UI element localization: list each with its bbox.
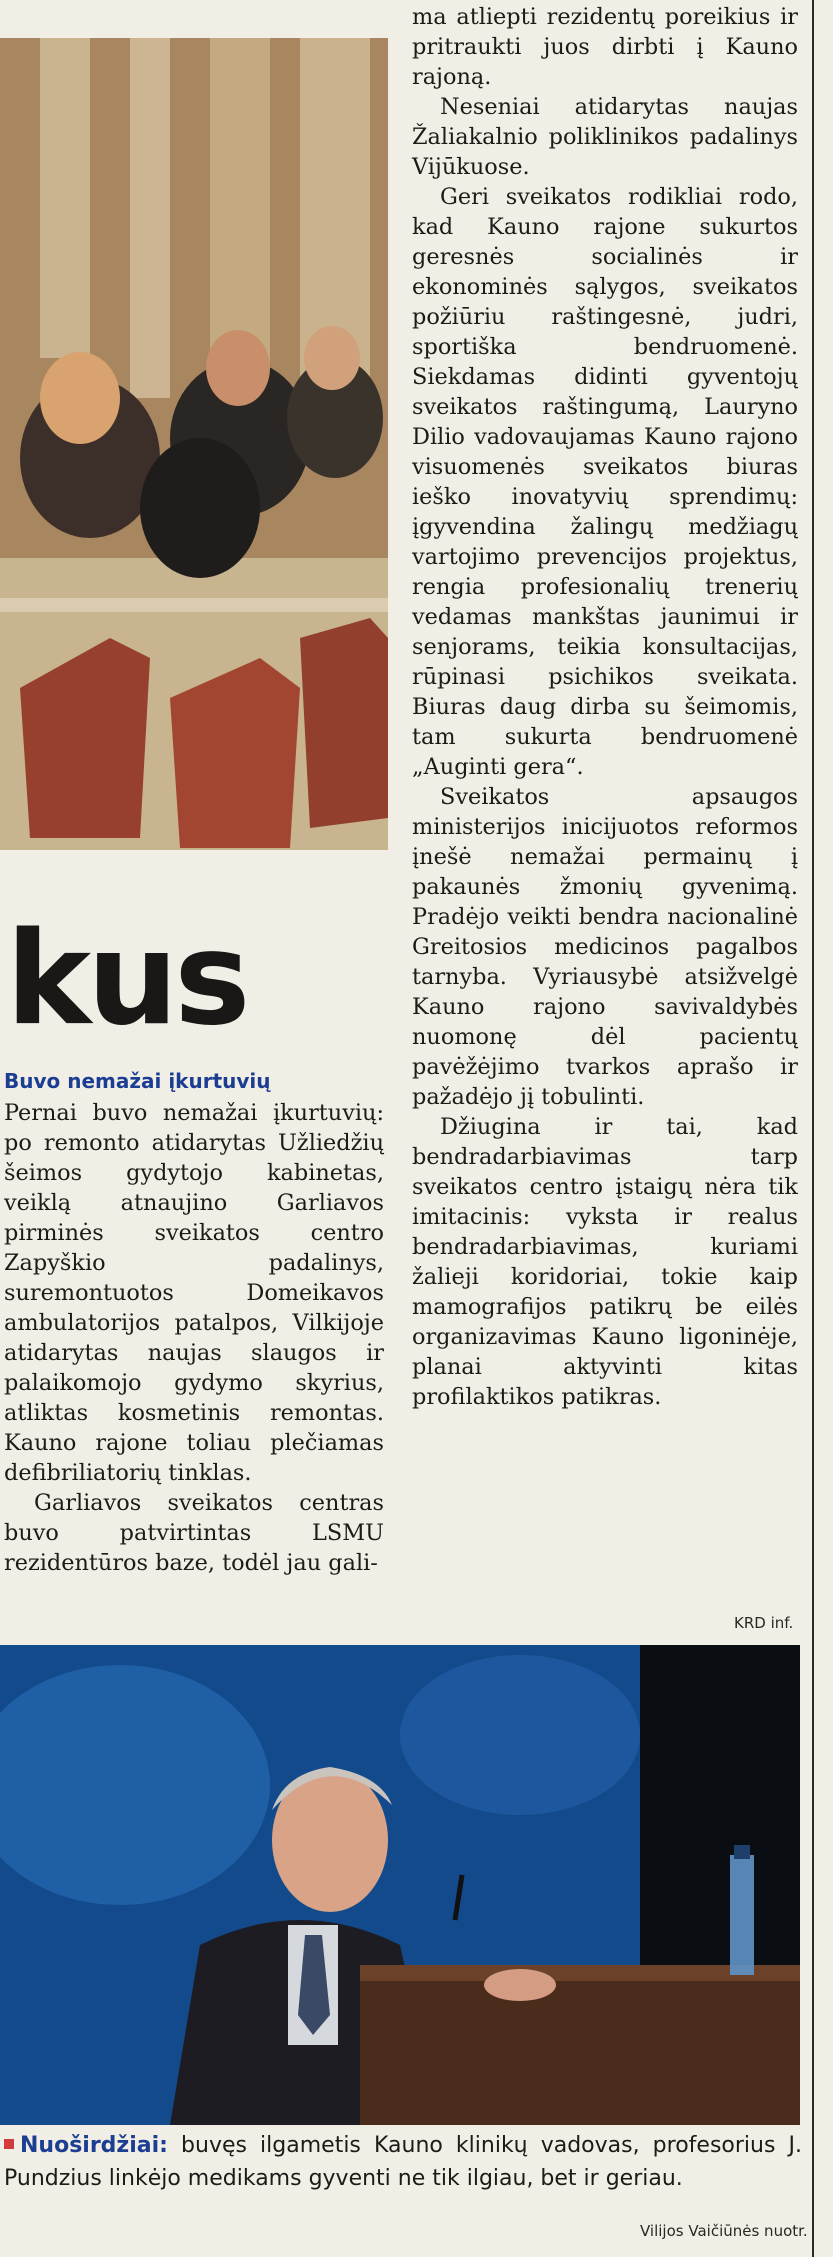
speaker-illustration <box>0 1645 800 2125</box>
body-paragraph: Geri sveikatos rodikliai rodo, kad Kauno rajone sukurtos geresnės socialinės ir ekonominės sąlygos, sveikatos požiūriu raštingesnė, judri, sportiška bendruomenė. Siekdamas didinti gyventojų sveikatos raštingumą, Lauryno Dilio vadovaujamas Kauno rajono visuomenės sveikatos biuras ieško inovatyvių sprendimų: įgyvendina žalingų medžiagų vartojimo prevencijos projektus, rengia profesionalių trenerių vedamas mankštas jaunimui ir senjorams, teikia konsultacijas, rūpinasi psichikos sveikata. Biuras daug dirba su šeimomis, tam sukurta bendruomenė „Auginti gera“. <box>412 184 798 780</box>
body-paragraph: Pernai buvo nemažai įkurtuvių: po remonto atidarytas Užliedžių šeimos gydytojo kabinetas, veiklą atnaujino Garliavos pirminės sveikatos centro Zapyškio padalinys, suremontuotos Domeikavos ambulatorijos patalpos, Vilkijoje atidarytas naujas slaugos ir palaikomojo gydymo skyrius, atliktas kosmetinis remontas. Kauno rajone toliau plečiamas defibriliatorių tinklas. <box>4 1100 384 1486</box>
photo-caption <box>4 2129 802 2195</box>
photo-credit: Vilijos Vaičiūnės nuotr. <box>640 2222 808 2240</box>
event-audience-photo <box>0 38 388 850</box>
caption-lead: Nuoširdžiai: <box>20 2133 168 2158</box>
body-paragraph: Džiugina ir tai, kad bendradarbiavimas tarp sveikatos centro įstaigų nėra tik imitacinis: vyksta ir realus bendradarbiavimas, kuriami žalieji koridoriai, tokie kaip mamografijos patikrų be eilės organizavimas Kauno ligoninėje, planai aktyvinti kitas profilaktikos patikras. <box>412 1114 798 1410</box>
body-paragraph: Sveikatos apsaugos ministerijos inicijuotos reformos įnešė nemažai permainų į pakaunės žmonių gyvenimą. Pradėjo veikti bendra nacionalinė Greitosios medicinos pagalbos tarnyba. Vyriausybė atsižvelgė Kauno rajono savivaldybės nuomonę dėl pacientų pavėžėjimo tvarkos aprašo ir pažadėjo jį tobulinti. <box>412 784 798 1110</box>
body-paragraph: Neseniai atidarytas naujas Žaliakalnio poliklinikos padalinys Vijūkuose. <box>412 94 798 180</box>
column-divider <box>812 0 814 2257</box>
section-subhead: Buvo nemažai įkurtuvių <box>4 1069 271 1093</box>
body-paragraph: Garliavos sveikatos centras buvo patvirtintas LSMU rezidentūros baze, todėl jau gali- <box>4 1490 384 1576</box>
headline-fragment: kus <box>6 905 247 1054</box>
audience-illustration <box>0 38 388 850</box>
article-left-column <box>4 1068 384 1578</box>
speaker-photo <box>0 1645 800 2125</box>
caption-bullet-icon <box>4 2139 14 2149</box>
article-source: KRD inf. <box>734 1614 794 1632</box>
body-paragraph: ma atliepti rezidentų poreikius ir pritraukti juos dirbti į Kauno rajoną. <box>412 4 798 90</box>
article-right-column <box>412 2 798 1412</box>
caption-text: buvęs ilgametis Kauno klinikų vadovas, profesorius J. Pundzius linkėjo medikams gyventi ne tik ilgiau, bet ir geriau. <box>4 2133 802 2191</box>
